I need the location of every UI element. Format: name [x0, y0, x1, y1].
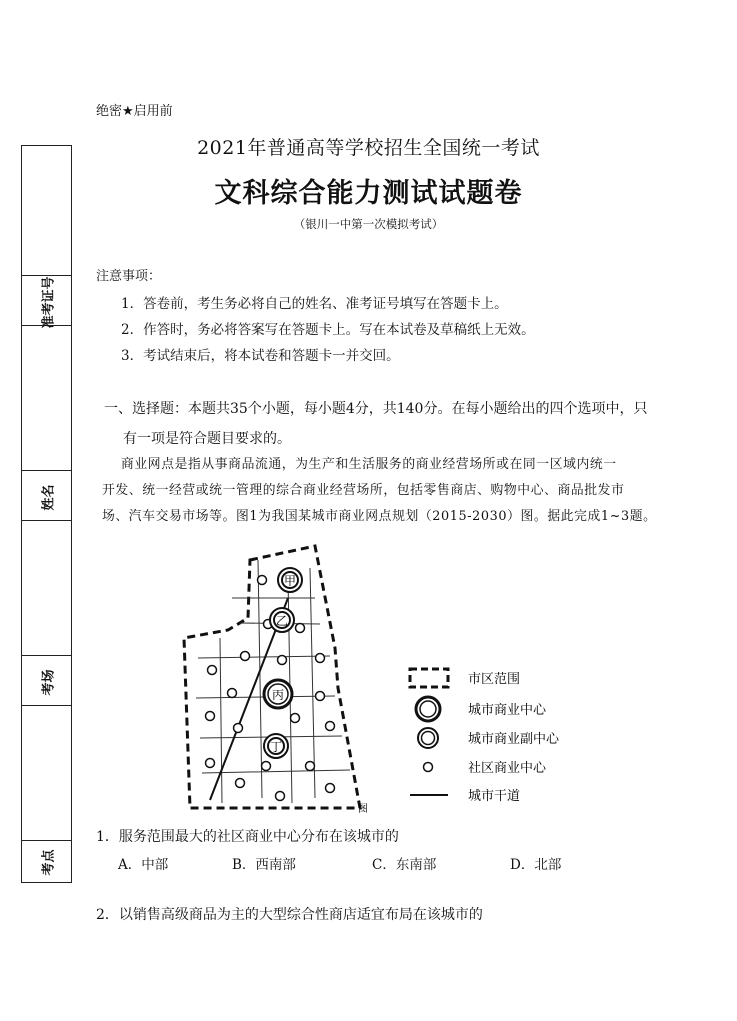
community-center-icon	[262, 762, 271, 771]
community-center-icon	[291, 714, 300, 723]
blank-cell	[22, 326, 71, 471]
passage-line: 开发、统一经营或统一管理的综合商业经营场所，包括零售商店、购物中心、商品批发市	[102, 483, 625, 498]
secret-label: 绝密★启用前	[96, 104, 173, 119]
section-heading: 一、选择题：本题共35个小题，每小题4分，共140分。在每小题给出的四个选项中，只	[104, 401, 648, 417]
map-legend	[410, 669, 560, 804]
commercial-network-map	[170, 538, 590, 818]
option-d: D．北部	[510, 857, 562, 873]
community-center-icon	[206, 759, 215, 768]
section-heading-continued: 有一项是符合题目要求的。	[123, 431, 291, 447]
community-center-icon	[228, 689, 237, 698]
community-center-icon	[326, 722, 335, 731]
paper-subtitle: （银川一中第一次模拟考试）	[293, 217, 444, 231]
community-center-icon	[236, 779, 245, 788]
exam-site-label: 考点	[41, 849, 56, 876]
exam-site-cell	[22, 841, 71, 881]
center-label: 丙	[271, 688, 285, 702]
legend-label: 城市干道	[468, 789, 521, 804]
blank-cell	[22, 706, 71, 841]
city-boundary	[184, 546, 360, 808]
legend-label: 城市商业副中心	[468, 732, 560, 747]
community-center-icon	[296, 624, 305, 633]
exam-room-label: 考场	[41, 669, 56, 696]
passage-line: 商业网点是指从事商品流通，为生产和生活服务的商业经营场所或在同一区域内统一	[121, 457, 617, 472]
notice-heading: 注意事项：	[96, 269, 162, 284]
blank-cell	[22, 146, 71, 276]
community-center-icon	[258, 576, 267, 585]
exam-number-cell	[22, 276, 71, 329]
community-center-icon	[234, 724, 243, 733]
name-cell	[22, 471, 71, 521]
question-stem: 2．以销售高级商品为主的大型综合性商店适宜布局在该城市的	[96, 907, 483, 923]
community-center-icon	[206, 712, 215, 721]
legend-label: 城市商业中心	[468, 703, 547, 718]
legend-community-center-symbol	[424, 763, 433, 772]
option-a: A．中部	[118, 857, 169, 873]
notice-item: 1．答卷前，考生务必将自己的姓名、准考证号填写在答题卡上。	[121, 296, 508, 312]
candidate-info-column	[21, 145, 72, 883]
community-center-icon	[208, 666, 217, 675]
legend-label: 社区商业中心	[468, 761, 547, 776]
name-label: 姓名	[41, 484, 56, 511]
figure-label: 图	[358, 804, 368, 815]
community-center-icon	[276, 792, 285, 801]
community-center-icon	[306, 762, 315, 771]
option-b: B．西南部	[232, 857, 296, 873]
community-center-icon	[326, 784, 335, 793]
center-label: 丁	[269, 740, 283, 754]
exam-title: 2021年普通高等学校招生全国统一考试	[197, 137, 540, 159]
exam-number-label: 准考证号	[41, 276, 56, 329]
community-center-icon	[316, 692, 325, 701]
notice-item: 2．作答时，务必将答案写在答题卡上。写在本试卷及草稿纸上无效。	[121, 322, 535, 338]
notice-item: 3．考试结束后，将本试卷和答题卡一并交回。	[121, 348, 400, 364]
option-c: C．东南部	[372, 857, 437, 873]
blank-cell	[22, 521, 71, 656]
legend-boundary-symbol	[410, 669, 448, 687]
question-stem: 1．服务范围最大的社区商业中心分布在该城市的	[96, 829, 399, 845]
community-center-icon	[316, 654, 325, 663]
center-label: 甲	[283, 574, 297, 588]
community-center-icon	[278, 656, 287, 665]
passage-line: 场、汽车交易市场等。图1为我国某城市商业网点规划（2015-2030）图。据此完成1~3题。	[102, 509, 657, 524]
paper-title: 文科综合能力测试试题卷	[214, 178, 523, 209]
legend-label: 市区范围	[468, 672, 521, 687]
community-center-icon	[241, 652, 250, 661]
exam-room-cell	[22, 656, 71, 706]
center-label: 乙	[275, 614, 289, 628]
